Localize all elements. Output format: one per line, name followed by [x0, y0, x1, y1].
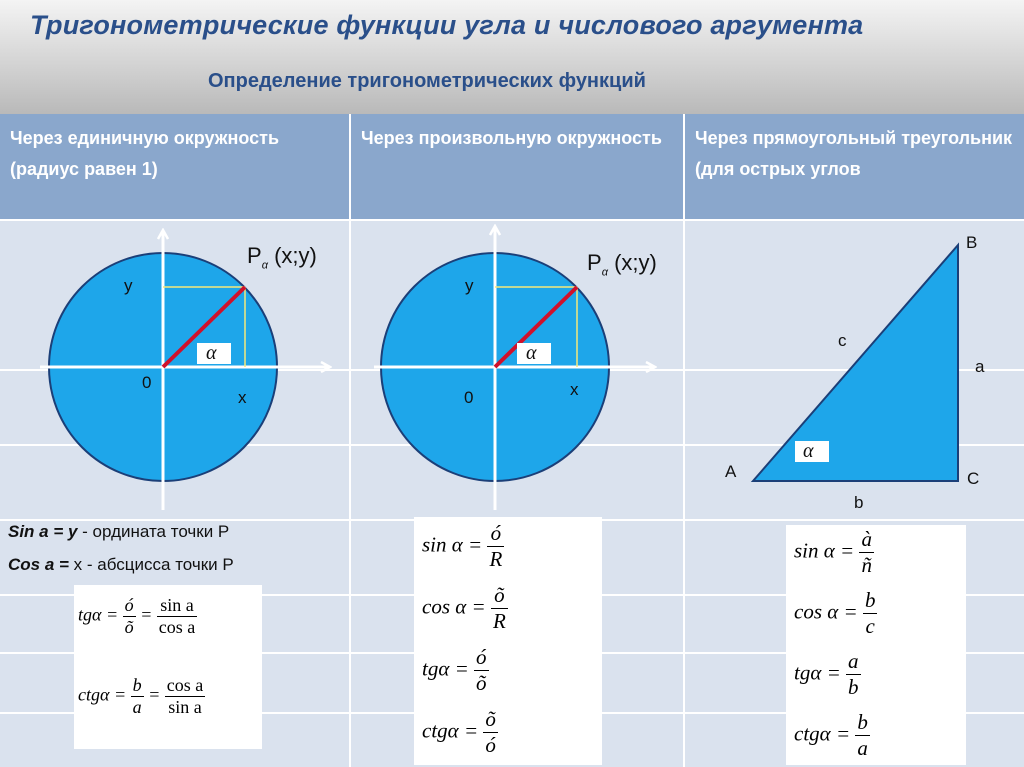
ctg-formula: ctgα = $\frac{õ}{ó}$	[422, 707, 496, 757]
column-header-unit-circle: Через единичную окружность (радиус равен 1)	[0, 114, 349, 220]
angle-label: α	[526, 342, 537, 364]
slide-title: Тригонометрические функции угла и числового аргумента	[30, 10, 864, 40]
y-label: y	[124, 276, 133, 295]
side-a-label: a	[975, 357, 985, 376]
ctg-formula: ctgα = $\frac{b}{a}$ = $\frac{\text{cos a}}{\text{sin a}}$	[78, 675, 204, 717]
cos-formula: cos α = $\frac{b}{c}$	[794, 588, 876, 638]
tg-formula: tgα = $\frac{ó}{õ}$ = $\frac{\text{sin a}}{\text{cos a}}$	[78, 595, 196, 637]
formula-box-tg-ctg	[74, 585, 262, 749]
point-label: $P_\alpha$ (x;y)	[247, 243, 317, 272]
y-label: y	[465, 276, 474, 295]
angle-label: α	[803, 440, 814, 462]
point-label: $P_\alpha$ (x;y)	[587, 250, 657, 279]
sin-formula: sin α = $\frac{ó}{R}$	[422, 521, 503, 571]
side-c-label: c	[838, 331, 847, 350]
column-header-right-triangle: Через прямоугольный треугольник (для острых углов	[685, 114, 1024, 220]
origin-label: 0	[142, 373, 152, 392]
formula-box-triangle	[786, 525, 966, 765]
right-triangle	[753, 245, 958, 481]
tg-formula: tgα = $\frac{ó}{õ}$	[422, 645, 487, 695]
slide-subtitle: Определение тригонометрических функций	[208, 70, 646, 92]
sin-definition: Sin a = y - ордината точки P	[8, 522, 230, 541]
vertex-a-label: A	[725, 462, 737, 481]
column-header-arbitrary-circle: Через произвольную окружность	[351, 114, 683, 220]
angle-label: α	[206, 342, 217, 364]
side-b-label: b	[854, 493, 864, 512]
origin-label: 0	[464, 388, 474, 407]
sin-formula: sin α = $\frac{à}{ñ}$	[794, 527, 872, 577]
ctg-formula: ctgα = $\frac{b}{a}$	[794, 710, 868, 760]
x-label: x	[238, 388, 247, 407]
x-label: x	[570, 380, 579, 399]
cos-definition: Cos a = x - абсцисса точки P	[8, 555, 234, 574]
tg-formula: tgα = $\frac{a}{b}$	[794, 649, 859, 699]
vertex-c-label: C	[967, 469, 980, 488]
formula-box-circle	[414, 517, 602, 765]
cos-formula: cos α = $\frac{õ}{R}$	[422, 583, 506, 633]
vertex-b-label: B	[966, 233, 978, 252]
